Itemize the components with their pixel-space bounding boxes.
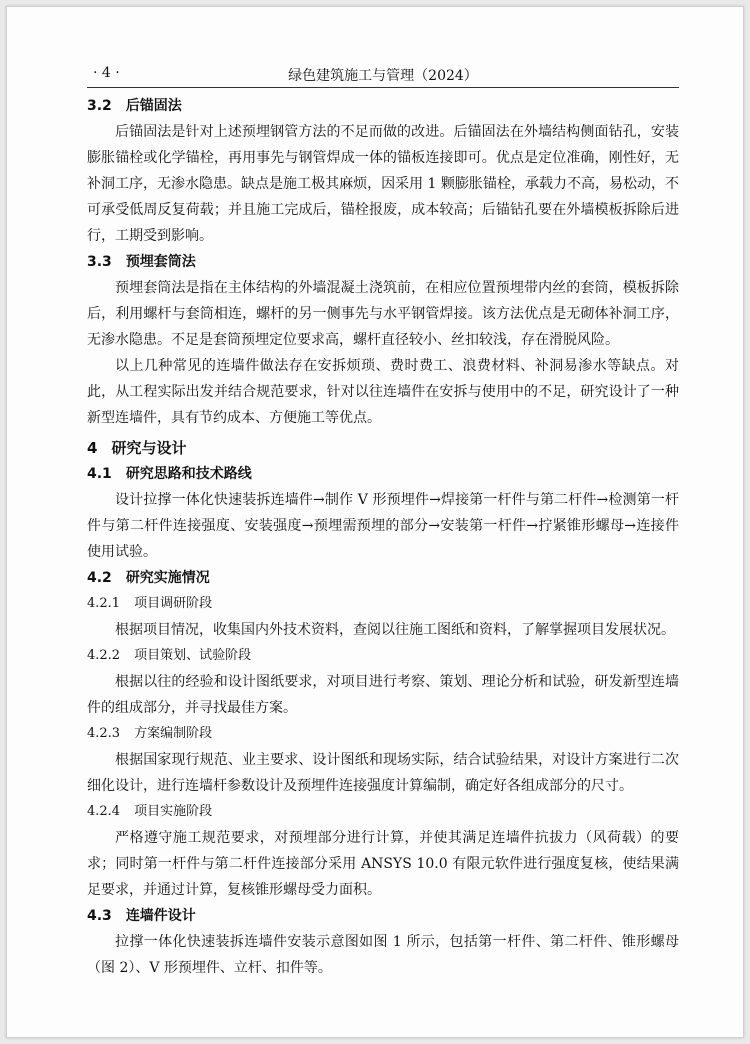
section-heading-4-1 (87, 461, 679, 487)
section-number: 3.3 (87, 254, 112, 270)
section-title: 研究与设计 (111, 439, 187, 457)
section-title: 项目策划、试验阶段 (134, 648, 252, 663)
section-number: 4.2.1 (87, 596, 121, 611)
subsection-heading-4-2-3 (87, 721, 679, 747)
page-number: · 4 · (93, 65, 120, 81)
section-number: 3.2 (87, 98, 112, 114)
section-number: 4 (87, 439, 98, 457)
subsection-heading-4-2-2 (87, 643, 679, 669)
section-title: 研究实施情况 (125, 570, 210, 586)
paragraph: 拉撑一体化快速装拆连墙件安装示意图如图 1 所示，包括第一杆件、第二杆件、锥形螺母（图 2）、V 形预埋件、立杆、扣件等。 (87, 934, 679, 976)
section-heading-4 (87, 435, 679, 461)
section-number: 4.2.3 (87, 726, 121, 741)
subsection-heading-4-2-4 (87, 799, 679, 825)
section-number: 4.2.4 (87, 804, 121, 819)
subsection-heading-4-2-1 (87, 591, 679, 617)
section-title: 方案编制阶段 (134, 726, 213, 741)
section-title: 连墙件设计 (125, 908, 196, 924)
section-number: 4.1 (87, 466, 112, 482)
article-body (87, 93, 679, 981)
section-heading-4-3 (87, 903, 679, 929)
section-title: 项目调研阶段 (134, 596, 213, 611)
section-title: 研究思路和技术路线 (125, 466, 252, 482)
page (6, 6, 744, 1038)
paragraph: 严格遵守施工规范要求，对预埋部分进行计算，并使其满足连墙件抗拔力（风荷载）的要求；同时第一杆件与第二杆件连接部分采用 ANSYS 10.0 有限元软件进行强度复核，使结果满足要求，并通过计算，复核锥形螺母受力面积。 (87, 830, 679, 898)
running-header (87, 63, 679, 88)
section-heading-3-2 (87, 93, 679, 119)
paragraph: 后锚固法是针对上述预埋钢管方法的不足而做的改进。后锚固法在外墙结构侧面钻孔，安装膨胀锚栓或化学锚栓，再用事先与钢管焊成一体的锚板连接即可。优点是定位准确，刚性好，无补洞工序，无渗水隐患。缺点是施工极其麻烦，因采用 1 颗膨胀锚栓，承载力不高，易松动，不可承受低周反复荷载；并且施工完成后，锚栓报废，成本较高；后锚钻孔要在外墙模板拆除后进行，工期受到影响。 (87, 124, 679, 244)
section-heading-4-2 (87, 565, 679, 591)
section-title: 后锚固法 (125, 98, 182, 114)
paragraph: 以上几种常见的连墙件做法存在安拆烦琐、费时费工、浪费材料、补洞易渗水等缺点。对此，从工程实际出发并结合规范要求，针对以往连墙件在安拆与使用中的不足，研究设计了一种新型连墙件，具有节约成本、方便施工等优点。 (87, 358, 679, 426)
section-number: 4.2 (87, 570, 112, 586)
paragraph: 根据国家现行规范、业主要求、设计图纸和现场实际，结合试验结果，对设计方案进行二次细化设计，进行连墙杆参数设计及预埋件连接强度计算编制，确定好各组成部分的尺寸。 (87, 752, 679, 794)
section-title: 预埋套筒法 (125, 254, 196, 270)
section-number: 4.2.2 (87, 648, 121, 663)
paragraph: 根据项目情况，收集国内外技术资料，查阅以往施工图纸和资料，了解掌握项目发展状况。 (115, 622, 675, 638)
section-heading-3-3 (87, 249, 679, 275)
paragraph: 设计拉撑一体化快速装拆连墙件→制作 V 形预埋件→焊接第一杆件与第二杆件→检测第一杆件与第二杆件连接强度、安装强度→预埋需预埋的部分→安装第一杆件→拧紧锥形螺母→连接件使用试验。 (87, 492, 679, 560)
paragraph: 预埋套筒法是指在主体结构的外墙混凝土浇筑前，在相应位置预埋带内丝的套筒，模板拆除后，利用螺杆与套筒相连，螺杆的另一侧事先与水平钢管焊接。该方法优点是无砌体补洞工序，无渗水隐患。不足是套筒预埋定位要求高，螺杆直径较小、丝扣较浅，存在滑脱风险。 (87, 280, 679, 348)
journal-title: 绿色建筑施工与管理（2024） (288, 68, 478, 84)
section-number: 4.3 (87, 908, 112, 924)
paragraph: 根据以往的经验和设计图纸要求，对项目进行考察、策划、理论分析和试验，研发新型连墙件的组成部分，并寻找最佳方案。 (87, 674, 679, 716)
section-title: 项目实施阶段 (134, 804, 213, 819)
